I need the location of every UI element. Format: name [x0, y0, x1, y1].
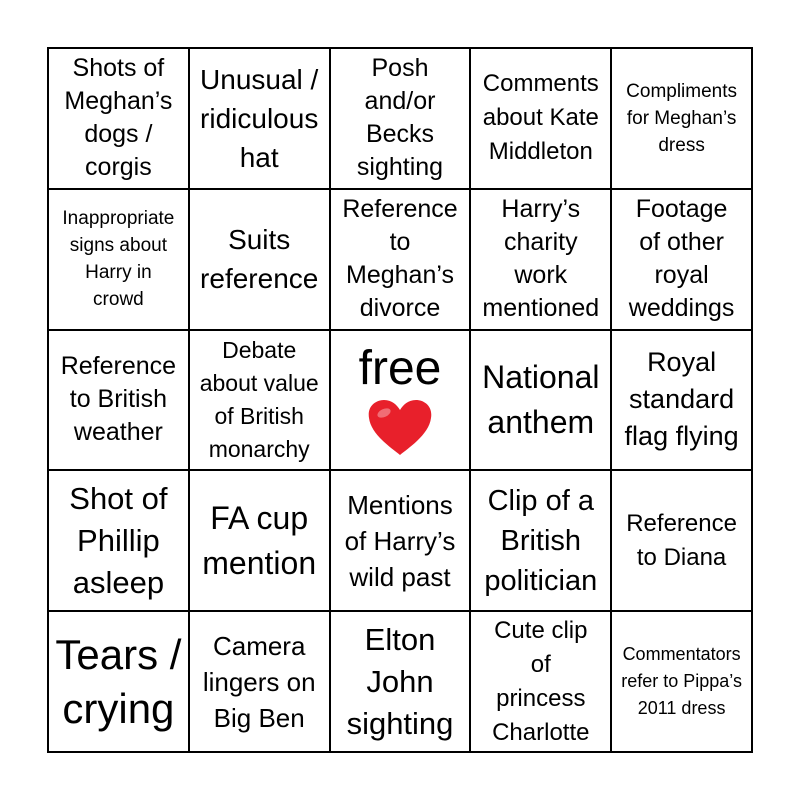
bingo-square[interactable] — [190, 471, 331, 612]
square-label: Shots of Meghan’s dogs / corgis — [64, 54, 173, 182]
square-label: Debate about value of British monarchy — [199, 336, 319, 462]
square-label: Cute clip of princess Charlotte — [492, 616, 590, 746]
bingo-square[interactable] — [471, 612, 612, 753]
bingo-square[interactable] — [331, 190, 472, 331]
square-label: Mentions of Harry’s wild past — [344, 489, 456, 592]
square-label: Reference to British weather — [60, 352, 177, 447]
square-label: Camera lingers on Big Ben — [202, 630, 316, 733]
bingo-square[interactable] — [190, 612, 331, 753]
bingo-square[interactable] — [471, 190, 612, 331]
square-label: Suits reference — [200, 224, 319, 295]
square-label: Reference to Meghan’s divorce — [342, 195, 458, 323]
square-label: Reference to Diana — [626, 509, 737, 571]
bingo-square[interactable] — [612, 612, 753, 753]
square-label: Shot of Phillip asleep — [69, 480, 168, 600]
square-label: Tears / crying — [55, 630, 182, 732]
square-label: Commentators refer to Pippa’s 2011 dress — [621, 644, 742, 719]
bingo-square[interactable] — [190, 49, 331, 190]
square-label: Compliments for Meghan’s dress — [626, 80, 738, 156]
bingo-square[interactable] — [49, 49, 190, 190]
free-square[interactable] — [331, 331, 472, 472]
bingo-board — [47, 47, 753, 753]
bingo-square[interactable] — [190, 331, 331, 472]
square-label: Footage of other royal weddings — [628, 195, 735, 323]
square-label: National anthem — [482, 358, 600, 440]
bingo-square[interactable] — [471, 331, 612, 472]
bingo-square[interactable] — [612, 190, 753, 331]
bingo-square[interactable] — [331, 49, 472, 190]
bingo-square[interactable] — [612, 49, 753, 190]
square-label: Clip of a British politician — [484, 484, 598, 597]
bingo-square[interactable] — [49, 612, 190, 753]
bingo-square[interactable] — [471, 49, 612, 190]
square-label: Harry’s charity work mentioned — [482, 195, 600, 323]
square-label: Elton John sighting — [346, 621, 454, 741]
square-label: Comments about Kate Middleton — [482, 70, 599, 166]
bingo-square[interactable] — [190, 190, 331, 331]
square-label: Inappropriate signs about Harry in crowd — [62, 208, 175, 311]
heart-icon — [367, 399, 433, 457]
square-label: Royal standard flag flying — [624, 347, 739, 452]
bingo-square[interactable] — [331, 612, 472, 753]
bingo-square[interactable] — [49, 471, 190, 612]
bingo-square[interactable] — [49, 331, 190, 472]
bingo-square[interactable] — [612, 471, 753, 612]
square-label: FA cup mention — [202, 499, 317, 581]
square-label: Posh and/or Becks sighting — [356, 54, 444, 182]
bingo-square[interactable] — [471, 471, 612, 612]
free-label: free — [358, 341, 442, 395]
square-label: Unusual / ridiculous hat — [200, 63, 319, 173]
bingo-square[interactable] — [331, 471, 472, 612]
bingo-square[interactable] — [612, 331, 753, 472]
heart-shape — [369, 400, 432, 455]
bingo-square[interactable] — [49, 190, 190, 331]
